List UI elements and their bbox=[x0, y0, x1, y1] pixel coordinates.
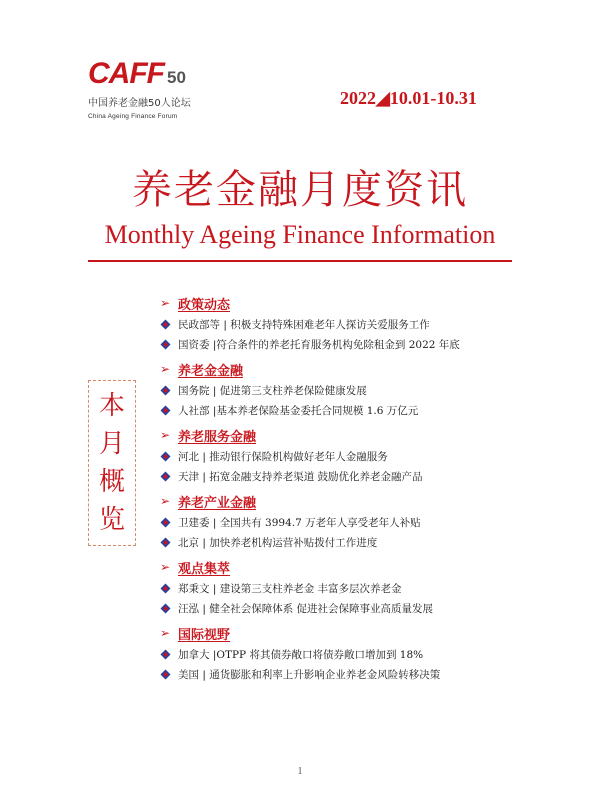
contents-section bbox=[160, 424, 520, 486]
news-item-text: 郑秉文 | 建设第三支柱养老金 丰富多层次养老金 bbox=[178, 582, 402, 595]
section-title[interactable]: 观点集萃 bbox=[178, 561, 231, 577]
news-item[interactable] bbox=[160, 512, 520, 532]
side-label-char: 月 bbox=[98, 429, 125, 459]
page-number: 1 bbox=[297, 766, 303, 777]
news-item-text: 人社部 |基本养老保险基金委托合同规模 1.6 万亿元 bbox=[178, 404, 419, 417]
section-heading[interactable] bbox=[160, 358, 520, 380]
diamond-bullet-icon bbox=[160, 339, 178, 350]
side-label-char: 概 bbox=[98, 467, 125, 497]
news-item[interactable] bbox=[160, 314, 520, 334]
news-item[interactable] bbox=[160, 578, 520, 598]
news-item-text: 加拿大 |OTPP 将其债券敞口将债券敞口增加到 18% bbox=[178, 648, 424, 661]
news-item[interactable] bbox=[160, 466, 520, 486]
diamond-bullet-icon bbox=[160, 649, 178, 660]
section-heading[interactable] bbox=[160, 490, 520, 512]
contents-section bbox=[160, 556, 520, 618]
diamond-bullet-icon bbox=[160, 451, 178, 462]
news-item-text: 国务院 | 促进第三支柱养老保险健康发展 bbox=[178, 384, 367, 397]
news-item[interactable] bbox=[160, 380, 520, 400]
issue-date: 2022◢10.01-10.31 bbox=[340, 88, 477, 108]
logo-chinese-name: 中国养老金融50人论坛 bbox=[88, 98, 191, 109]
diamond-bullet-icon bbox=[160, 385, 178, 396]
subtitle: Monthly Ageing Finance Information bbox=[104, 220, 496, 249]
side-label-char: 览 bbox=[98, 505, 125, 535]
arrow-bullet-icon: ➢ bbox=[160, 560, 171, 574]
arrow-bullet-icon: ➢ bbox=[160, 362, 171, 376]
news-item[interactable] bbox=[160, 644, 520, 664]
side-label-char: 本 bbox=[98, 391, 125, 421]
section-title[interactable]: 养老产业金融 bbox=[178, 495, 257, 511]
title-divider bbox=[88, 260, 512, 262]
section-title[interactable]: 国际视野 bbox=[178, 627, 231, 643]
section-title[interactable]: 政策动态 bbox=[178, 297, 231, 313]
arrow-bullet-icon: ➢ bbox=[160, 428, 171, 442]
news-item[interactable] bbox=[160, 400, 520, 420]
news-item-text: 美国 | 通货膨胀和利率上升影响企业养老金风险转移决策 bbox=[178, 668, 441, 681]
contents-list bbox=[160, 292, 520, 688]
section-title[interactable]: 养老金金融 bbox=[178, 363, 244, 379]
section-heading[interactable] bbox=[160, 292, 520, 314]
logo-caff-text: CAFF bbox=[88, 57, 164, 90]
news-item[interactable] bbox=[160, 446, 520, 466]
logo-english-name: China Ageing Finance Forum bbox=[88, 113, 178, 120]
diamond-bullet-icon bbox=[160, 471, 178, 482]
arrow-bullet-icon: ➢ bbox=[160, 626, 171, 640]
logo-wordmark bbox=[88, 58, 191, 94]
news-item[interactable] bbox=[160, 532, 520, 552]
news-item[interactable] bbox=[160, 664, 520, 684]
news-item-text: 北京 | 加快养老机构运营补贴拨付工作进度 bbox=[178, 536, 378, 549]
news-item-text: 河北 | 推动银行保险机构做好老年人金融服务 bbox=[178, 450, 388, 463]
diamond-bullet-icon bbox=[160, 669, 178, 680]
section-heading[interactable] bbox=[160, 556, 520, 578]
news-item[interactable] bbox=[160, 334, 520, 354]
main-title: 养老金融月度资讯 bbox=[132, 167, 468, 213]
monthly-overview-label bbox=[88, 380, 136, 546]
contents-section bbox=[160, 490, 520, 552]
contents-section bbox=[160, 292, 520, 354]
diamond-bullet-icon bbox=[160, 319, 178, 330]
diamond-bullet-icon bbox=[160, 517, 178, 528]
diamond-bullet-icon bbox=[160, 583, 178, 594]
news-item-text: 天津 | 拓宽金融支持养老渠道 鼓励优化养老金融产品 bbox=[178, 470, 423, 483]
diamond-bullet-icon bbox=[160, 537, 178, 548]
news-item-text: 汪泓 | 健全社会保障体系 促进社会保障事业高质量发展 bbox=[178, 602, 434, 615]
arrow-bullet-icon: ➢ bbox=[160, 494, 171, 508]
news-item[interactable] bbox=[160, 598, 520, 618]
arrow-bullet-icon: ➢ bbox=[160, 296, 171, 310]
contents-section bbox=[160, 622, 520, 684]
news-item-text: 卫建委 | 全国共有 3994.7 万老年人享受老年人补贴 bbox=[178, 516, 421, 529]
logo-number: 50 bbox=[166, 68, 186, 87]
news-item-text: 民政部等 | 积极支持特殊困难老年人探访关爱服务工作 bbox=[178, 318, 430, 331]
section-heading[interactable] bbox=[160, 424, 520, 446]
diamond-bullet-icon bbox=[160, 405, 178, 416]
caff50-logo bbox=[88, 58, 191, 120]
section-title[interactable]: 养老服务金融 bbox=[178, 429, 257, 445]
news-item-text: 国资委 |符合条件的养老托育服务机构免除租金到 2022 年底 bbox=[178, 338, 460, 351]
contents-section bbox=[160, 358, 520, 420]
diamond-bullet-icon bbox=[160, 603, 178, 614]
section-heading[interactable] bbox=[160, 622, 520, 644]
